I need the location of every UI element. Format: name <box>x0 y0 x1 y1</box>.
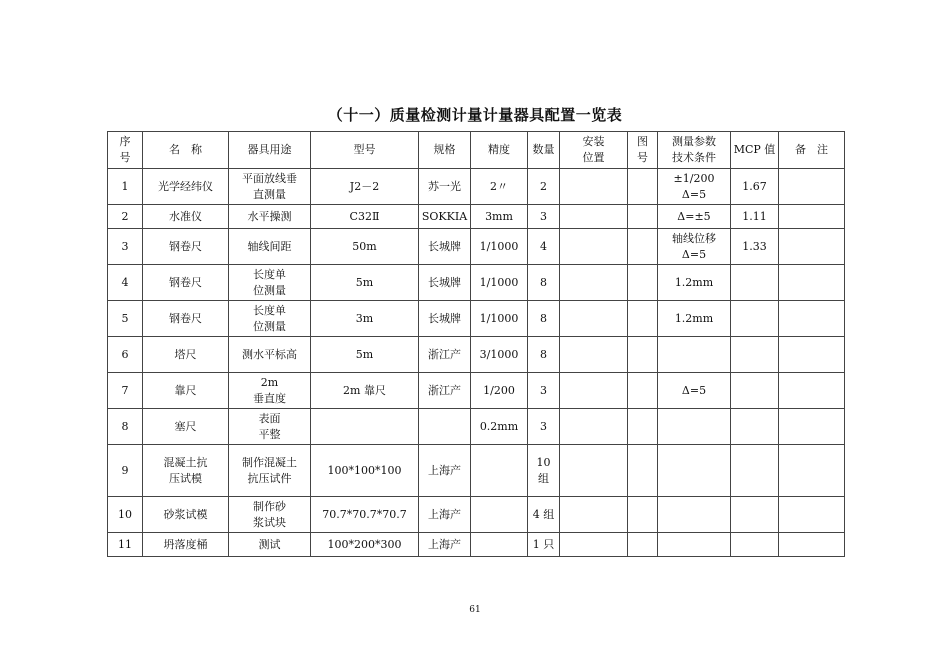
table-cell <box>628 337 658 373</box>
table-cell: 5m <box>311 265 419 301</box>
table-cell: Δ=5 <box>658 373 731 409</box>
table-row <box>108 373 845 409</box>
table-cell: 测试 <box>229 533 311 557</box>
table-cell <box>560 301 628 337</box>
table-cell <box>658 409 731 445</box>
table-cell: 1 <box>108 169 143 205</box>
table-cell: 7 <box>108 373 143 409</box>
table-cell: 上海产 <box>419 533 471 557</box>
table-cell <box>731 409 779 445</box>
table-cell: 4 组 <box>528 497 560 533</box>
table-cell: 70.7*70.7*70.7 <box>311 497 419 533</box>
table-cell <box>658 445 731 497</box>
table-cell: 100*200*300 <box>311 533 419 557</box>
table-cell: 3 <box>108 229 143 265</box>
table-row <box>108 265 845 301</box>
table-row <box>108 533 845 557</box>
equipment-table <box>107 131 845 557</box>
table-cell: 3m <box>311 301 419 337</box>
table-cell: 3 <box>528 373 560 409</box>
table-cell: 8 <box>528 337 560 373</box>
table-cell <box>731 301 779 337</box>
table-cell: C32Ⅱ <box>311 205 419 229</box>
table-cell <box>628 533 658 557</box>
table-cell: 上海产 <box>419 497 471 533</box>
table-cell <box>731 445 779 497</box>
table-cell: 长城牌 <box>419 229 471 265</box>
table-cell <box>628 373 658 409</box>
table-cell: 浙江产 <box>419 337 471 373</box>
table-cell: 1.2mm <box>658 265 731 301</box>
table-cell <box>779 533 845 557</box>
table-cell <box>628 301 658 337</box>
table-cell: 5m <box>311 337 419 373</box>
table-cell: Δ=±5 <box>658 205 731 229</box>
table-cell: 0.2mm <box>471 409 528 445</box>
table-cell: 9 <box>108 445 143 497</box>
table-cell <box>658 533 731 557</box>
table-cell <box>628 409 658 445</box>
table-cell <box>731 337 779 373</box>
table-cell: 2m 垂直度 <box>229 373 311 409</box>
table-cell: 8 <box>528 265 560 301</box>
table-cell <box>779 205 845 229</box>
table-cell: 6 <box>108 337 143 373</box>
header-cell: MCP 值 <box>731 132 779 169</box>
table-cell: 水准仪 <box>143 205 229 229</box>
table-cell <box>628 445 658 497</box>
table-cell <box>658 497 731 533</box>
header-cell: 备 注 <box>779 132 845 169</box>
table-cell: 塔尺 <box>143 337 229 373</box>
table-cell <box>560 373 628 409</box>
header-cell: 数量 <box>528 132 560 169</box>
table-row <box>108 445 845 497</box>
table-row <box>108 229 845 265</box>
table-cell: 1/200 <box>471 373 528 409</box>
table-cell: 坍落度桶 <box>143 533 229 557</box>
table-cell <box>779 445 845 497</box>
table-cell: 1.67 <box>731 169 779 205</box>
table-cell <box>628 497 658 533</box>
table-cell: 长城牌 <box>419 265 471 301</box>
header-cell: 安装 位置 <box>560 132 628 169</box>
table-cell <box>731 497 779 533</box>
table-cell: SOKKIA <box>419 205 471 229</box>
table-cell <box>731 533 779 557</box>
table-cell: J2－2 <box>311 169 419 205</box>
table-cell: 3mm <box>471 205 528 229</box>
header-cell: 名 称 <box>143 132 229 169</box>
table-cell <box>560 409 628 445</box>
table-cell <box>560 205 628 229</box>
table-cell <box>628 169 658 205</box>
table-cell: 制作砂 浆试块 <box>229 497 311 533</box>
page-title: （十一）质量检测计量计量器具配置一览表 <box>327 106 623 124</box>
table-cell <box>658 337 731 373</box>
table-row <box>108 205 845 229</box>
table-cell: 50m <box>311 229 419 265</box>
table-cell <box>560 497 628 533</box>
table-cell: 长度单 位测量 <box>229 301 311 337</box>
table-cell: 上海产 <box>419 445 471 497</box>
table-cell: 长城牌 <box>419 301 471 337</box>
table-cell <box>779 337 845 373</box>
table-cell <box>779 301 845 337</box>
table-cell: 100*100*100 <box>311 445 419 497</box>
table-row <box>108 409 845 445</box>
table-cell: 1.2mm <box>658 301 731 337</box>
table-cell <box>779 373 845 409</box>
table-cell <box>311 409 419 445</box>
table-cell <box>560 445 628 497</box>
table-cell: 制作混凝土 抗压试件 <box>229 445 311 497</box>
header-cell: 精度 <box>471 132 528 169</box>
table-cell: 混凝土抗 压试模 <box>143 445 229 497</box>
table-cell: 1/1000 <box>471 301 528 337</box>
table-cell: 8 <box>108 409 143 445</box>
table-cell: 平面放线垂 直测量 <box>229 169 311 205</box>
table-cell: 测水平标高 <box>229 337 311 373</box>
table-row <box>108 497 845 533</box>
table-cell <box>471 497 528 533</box>
table-cell <box>560 169 628 205</box>
table-cell: 3 <box>528 409 560 445</box>
table-cell: 1/1000 <box>471 265 528 301</box>
table-cell: 2 <box>108 205 143 229</box>
table-cell <box>628 229 658 265</box>
table-body <box>108 169 845 557</box>
table-cell <box>471 533 528 557</box>
table-cell: 4 <box>528 229 560 265</box>
table-cell: 钢卷尺 <box>143 301 229 337</box>
table-cell <box>560 337 628 373</box>
table-cell: 苏一光 <box>419 169 471 205</box>
table-cell: 4 <box>108 265 143 301</box>
table-cell <box>560 533 628 557</box>
table-cell: 3/1000 <box>471 337 528 373</box>
table-cell: 5 <box>108 301 143 337</box>
header-cell: 序 号 <box>108 132 143 169</box>
header-cell: 规格 <box>419 132 471 169</box>
table-cell: 砂浆试模 <box>143 497 229 533</box>
table-cell: 塞尺 <box>143 409 229 445</box>
table-cell: 10 <box>108 497 143 533</box>
header-cell: 测量参数 技术条件 <box>658 132 731 169</box>
table-cell: 1.11 <box>731 205 779 229</box>
table-cell: 钢卷尺 <box>143 265 229 301</box>
table-cell: 水平操测 <box>229 205 311 229</box>
table-cell: 2 <box>528 169 560 205</box>
table-cell: 表面 平整 <box>229 409 311 445</box>
table-cell <box>419 409 471 445</box>
table-cell: 光学经纬仪 <box>143 169 229 205</box>
table-cell <box>628 205 658 229</box>
table-cell <box>779 169 845 205</box>
table-cell: 1/1000 <box>471 229 528 265</box>
table-cell: 1 只 <box>528 533 560 557</box>
table-row <box>108 301 845 337</box>
table-cell: ±1/200 Δ=5 <box>658 169 731 205</box>
header-cell: 图 号 <box>628 132 658 169</box>
table-cell: 2m 靠尺 <box>311 373 419 409</box>
page-number: 61 <box>469 605 481 615</box>
table-cell <box>628 265 658 301</box>
table-cell <box>779 409 845 445</box>
table-cell <box>731 265 779 301</box>
table-cell: 长度单 位测量 <box>229 265 311 301</box>
table-cell: 轴线间距 <box>229 229 311 265</box>
header-cell: 器具用途 <box>229 132 311 169</box>
table-cell <box>731 373 779 409</box>
table-cell <box>560 229 628 265</box>
table-cell: 浙江产 <box>419 373 471 409</box>
table-cell: 钢卷尺 <box>143 229 229 265</box>
table-cell: 11 <box>108 533 143 557</box>
table-cell: 3 <box>528 205 560 229</box>
table-cell: 1.33 <box>731 229 779 265</box>
header-row <box>108 132 845 169</box>
table-cell <box>779 229 845 265</box>
table-row <box>108 169 845 205</box>
table-cell: 10 组 <box>528 445 560 497</box>
table-cell: 8 <box>528 301 560 337</box>
table-cell: 靠尺 <box>143 373 229 409</box>
table-cell <box>471 445 528 497</box>
table-row <box>108 337 845 373</box>
table-cell <box>779 265 845 301</box>
table-cell <box>779 497 845 533</box>
table-cell: 2〃 <box>471 169 528 205</box>
table-cell <box>560 265 628 301</box>
header-cell: 型号 <box>311 132 419 169</box>
table-cell: 轴线位移 Δ=5 <box>658 229 731 265</box>
